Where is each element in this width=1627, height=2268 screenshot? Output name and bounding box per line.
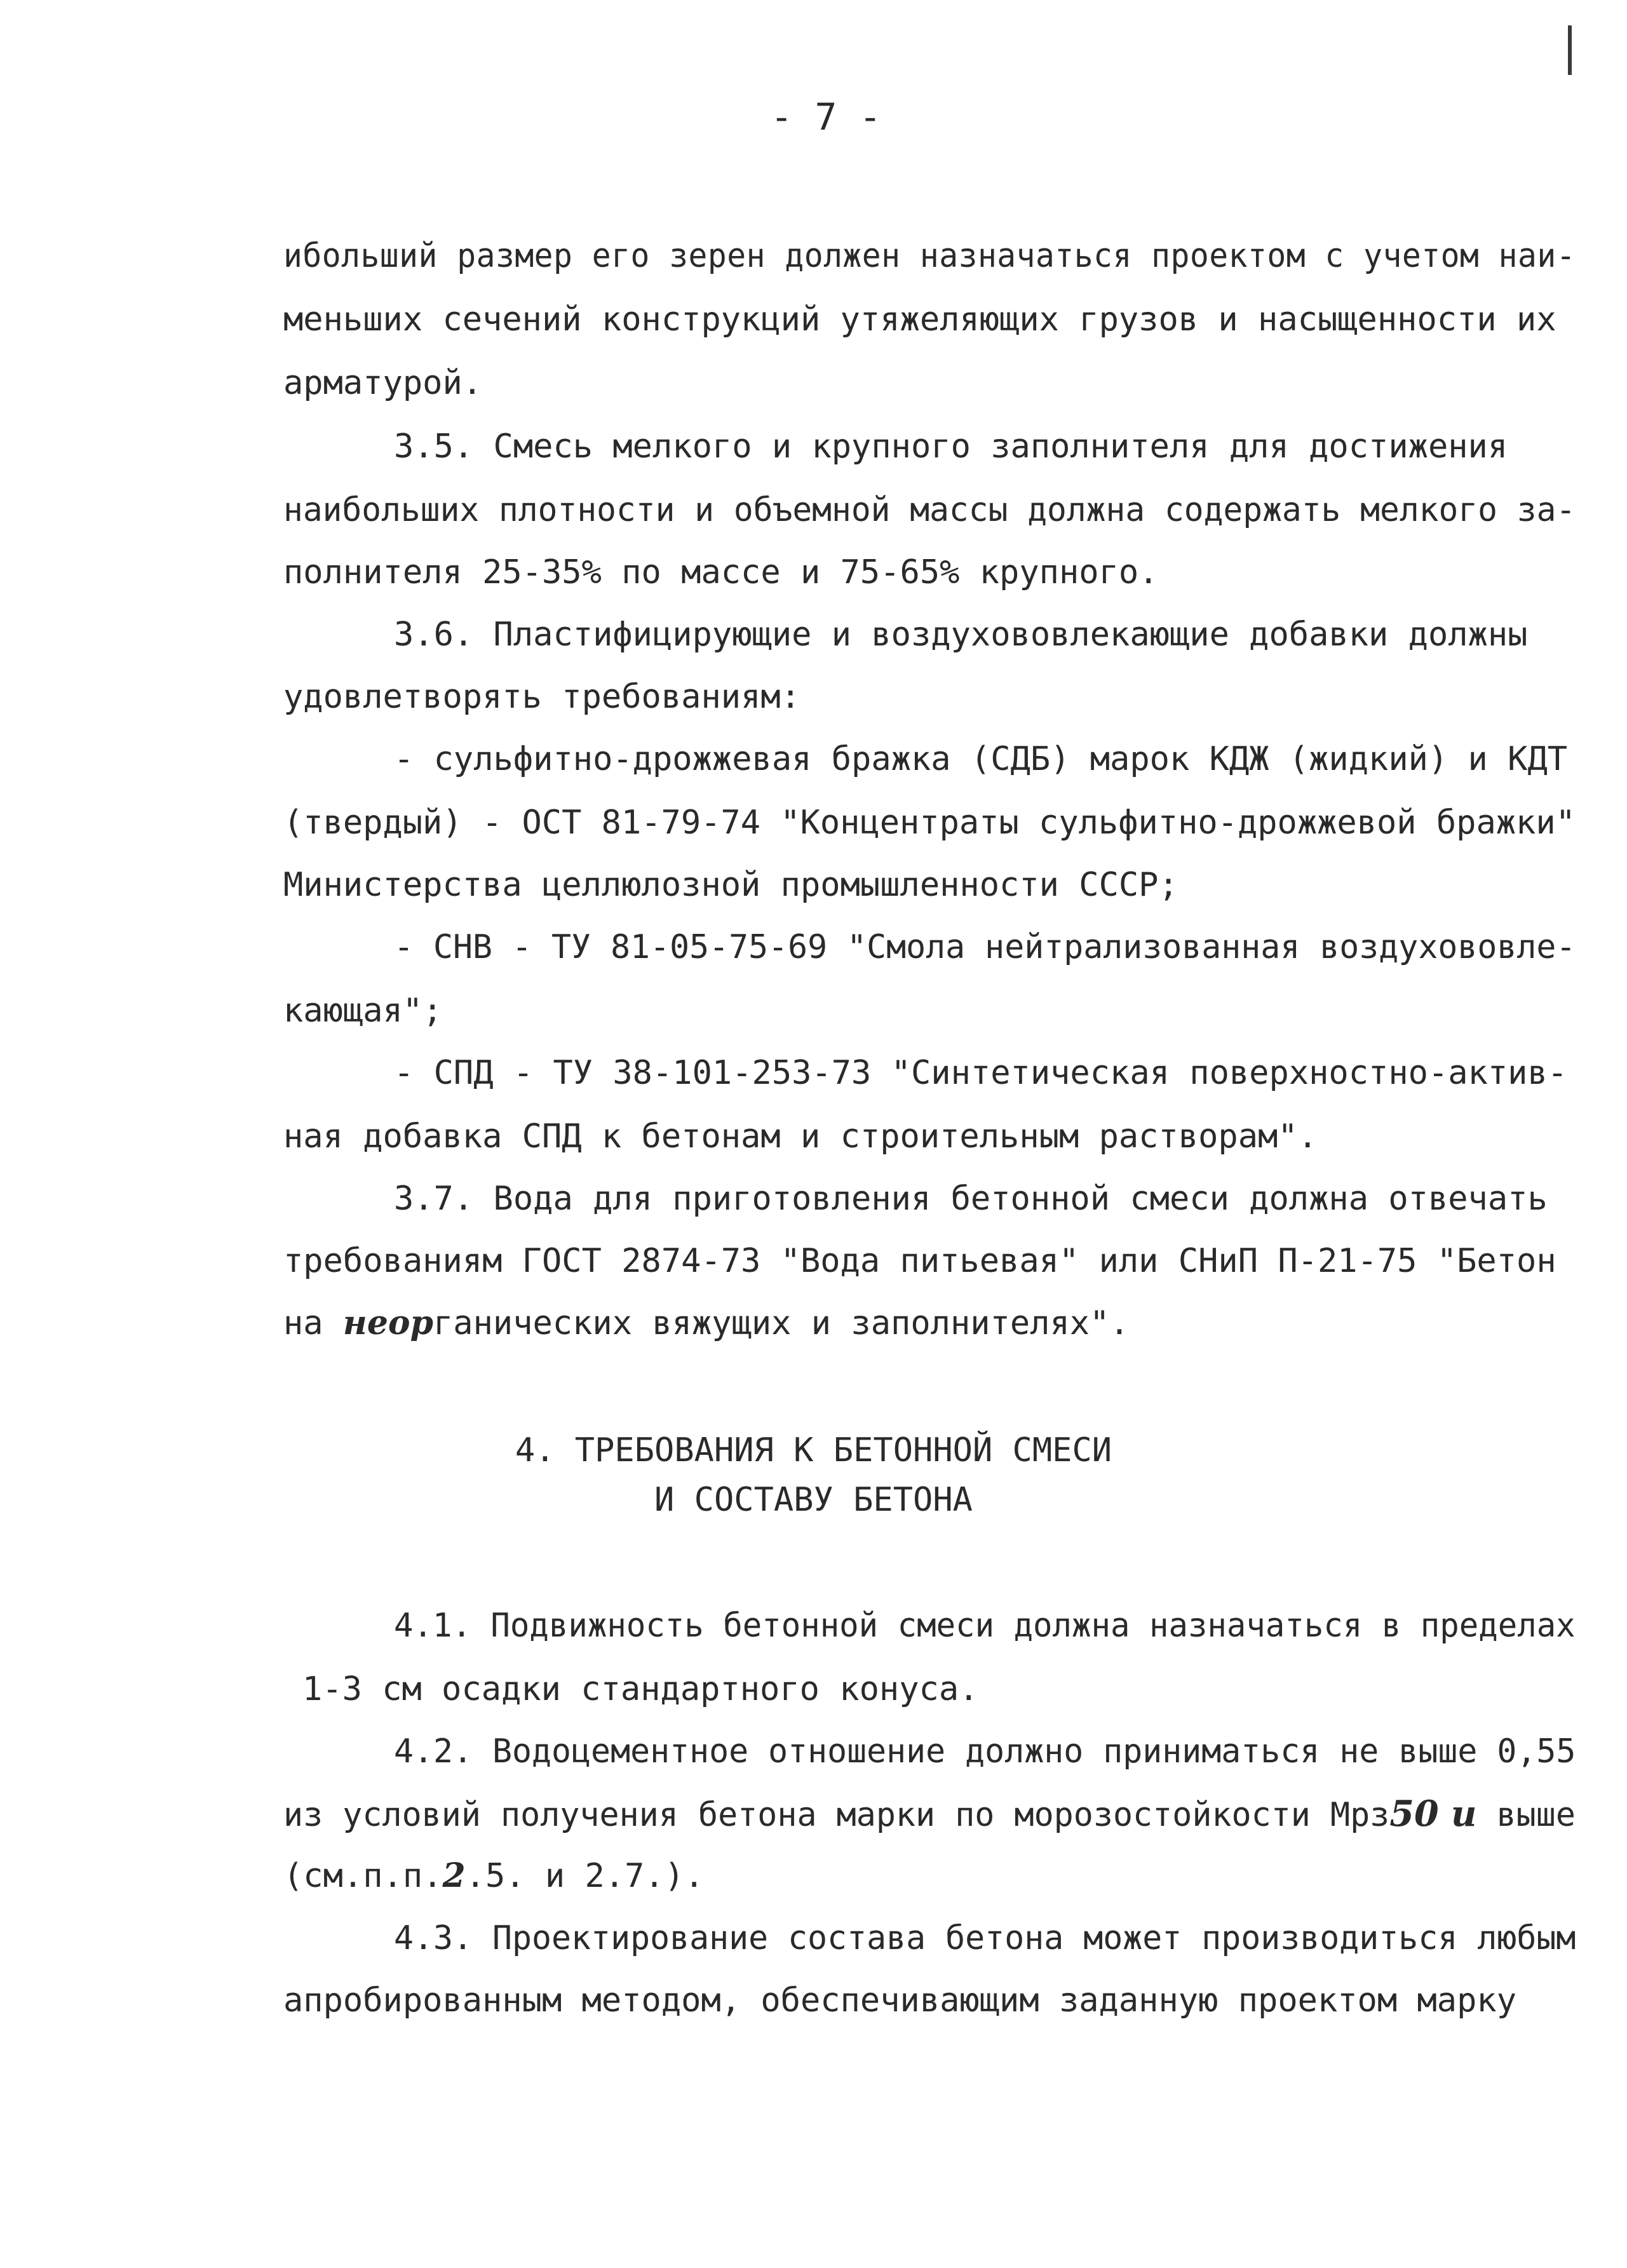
- handwritten-insert: неор: [342, 1304, 433, 1342]
- text-line: Министерства целлюлозной промышленности СССР;: [283, 866, 1178, 904]
- text-line: [283, 1855, 704, 1897]
- text-line: - СНВ - ТУ 81-05-75-69 "Смола нейтрализованная воздухововле-: [394, 928, 1576, 966]
- text-line: наибольших плотности и объемной массы должна содержать мелкого за-: [283, 491, 1576, 529]
- text-line: - СПД - ТУ 38-101-253-73 "Синтетическая поверхностно-актив-: [394, 1054, 1568, 1092]
- text-line: 4.2. Водоцементное отношение должно приниматься не выше 0,55: [394, 1732, 1576, 1771]
- text-segment: выше: [1476, 1796, 1576, 1834]
- text-line: полнителя 25-35% по массе и 75-65% крупного.: [283, 553, 1159, 591]
- text-segment: из условий получения бетона марки по морозостойкости Мрз: [283, 1796, 1390, 1834]
- text-line: (твердый) - ОСТ 81-79-74 "Концентраты сульфитно-дрожжевой бражки": [283, 804, 1576, 842]
- text-line: меньших сечений конструкций утяжеляющих грузов и насыщенности их: [283, 300, 1556, 339]
- text-line: 1-3 см осадки стандартного конуса.: [302, 1670, 979, 1708]
- text-line: 4.1. Подвижность бетонной смеси должна назначаться в пределах: [394, 1607, 1576, 1645]
- section-heading: И СОСТАВУ БЕТОНА: [654, 1481, 973, 1519]
- text-segment: ганических вяжущих и заполнителях".: [433, 1304, 1130, 1342]
- text-line: кающая";: [283, 992, 443, 1030]
- text-segment: на: [283, 1304, 343, 1342]
- section-heading: 4. ТРЕБОВАНИЯ К БЕТОННОЙ СМЕСИ: [515, 1431, 1112, 1469]
- text-line: - сульфитно-дрожжевая бражка (СДБ) марок КДЖ (жидкий) и КДТ: [394, 740, 1568, 778]
- text-segment: (см.п.п.: [283, 1857, 443, 1895]
- text-line: ная добавка СПД к бетонам и строительным растворам".: [283, 1117, 1318, 1156]
- handwritten-insert: 50 и: [1389, 1793, 1477, 1835]
- text-line: 3.5. Смесь мелкого и крупного заполнителя для достижения: [394, 428, 1508, 466]
- text-line: апробированным методом, обеспечивающим заданную проектом марку: [283, 1981, 1517, 2020]
- text-line: [283, 1302, 1130, 1344]
- text-line: 3.7. Вода для приготовления бетонной смеси должна отвечать: [394, 1180, 1548, 1218]
- text-line: [283, 1793, 1576, 1835]
- text-line: 4.3. Проектирование состава бетона может производиться любым: [394, 1919, 1576, 1957]
- text-line: арматурой.: [283, 364, 483, 402]
- text-line: 3.6. Пластифицирующие и воздухововлекающие добавки должны: [394, 616, 1528, 654]
- text-segment: .5. и 2.7.).: [465, 1857, 705, 1895]
- text-line: требованиям ГОСТ 2874-73 "Вода питьевая" или СНиП П-21-75 "Бетон: [283, 1242, 1556, 1280]
- corner-mark: [1568, 25, 1572, 75]
- handwritten-insert: 2: [442, 1856, 466, 1895]
- text-line: удовлетворять требованиям:: [283, 678, 800, 716]
- page-number: - 7 -: [770, 95, 882, 138]
- text-line: ибольший размер его зерен должен назначаться проектом с учетом наи-: [283, 237, 1576, 275]
